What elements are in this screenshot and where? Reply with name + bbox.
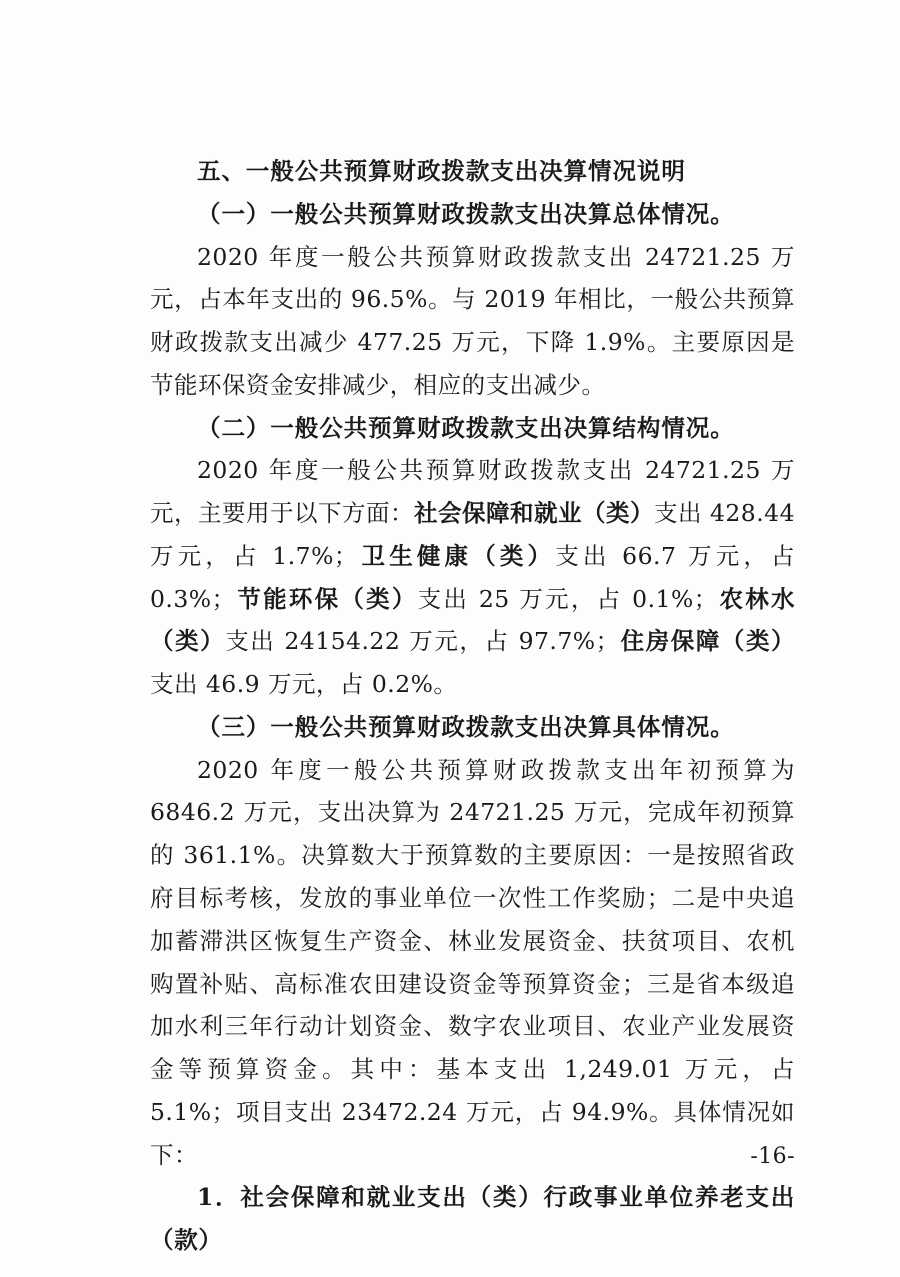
run-text-bold: 农林水（类） (150, 584, 795, 656)
subsection-heading-three: （三）一般公共预算财政拨款支出决算具体情况。 (197, 712, 735, 741)
run-text: 2020 年度一般公共预算财政拨款支出 24721.25 万元，主要用于以下方面： (150, 456, 795, 528)
run-text: 支出 66.7 万元，占 0.3%； (150, 541, 795, 613)
run-text-bold: 社会保障和就业（类） (414, 499, 654, 528)
subsection-heading-two: （二）一般公共预算财政拨款支出决算结构情况。 (197, 413, 735, 442)
run-text-bold: 住房保障（类） (619, 627, 795, 656)
run-text: 支出 428.44 万元，占 1.7%； (150, 499, 796, 570)
subsection-two-paragraph (150, 449, 795, 706)
subsection-three-paragraph: 2020 年度一般公共预算财政拨款支出年初预算为 6846.2 万元，支出决算为 24721.25 万元，完成年初预算的 361.1%。决算数大于预算数的主要原因：一是按照省政府目标考核，发放的事业单位一次性工作奖励；二是中央追加蓄滞洪区恢复生产资金、林业发展资金、扶贫项目、农机购置补贴、高标准农田建设资金等预算资金；三是省本级追加水利三年行动计划资金、数字农业项目、农业产业发展资金等预算资金。其中：基本支出 1,249.01 万元，占 5.1%；项目支出 23472.24 万元，占 94.9%。具体情况如下： (150, 755, 795, 1169)
page-number: -16- (750, 1144, 795, 1169)
run-text: 支出 25 万元，占 0.1%； (417, 584, 718, 613)
subsection-heading-one: （一）一般公共预算财政拨款支出决算总体情况。 (197, 199, 735, 228)
run-text-bold: 节能环保（类） (235, 584, 418, 613)
run-text-bold: 卫生健康（类） (357, 541, 556, 570)
run-text: 支出 46.9 万元，占 0.2%。 (150, 670, 458, 699)
subsection-one-paragraph: 2020 年度一般公共预算财政拨款支出 24721.25 万元，占本年支出的 96.5%。与 2019 年相比，一般公共预算财政拨款支出减少 477.25 万元，下降 1.9%。主要原因是节能环保资金安排减少，相应的支出减少。 (150, 242, 795, 399)
run-text: 支出 24154.22 万元，占 97.7%； (225, 627, 620, 656)
item-heading-one: 1．社会保障和就业支出（类）行政事业单位养老支出（款） (150, 1183, 795, 1255)
document-body (150, 150, 795, 1262)
section-heading-five: 五、一般公共预算财政拨款支出决算情况说明 (197, 157, 686, 185)
